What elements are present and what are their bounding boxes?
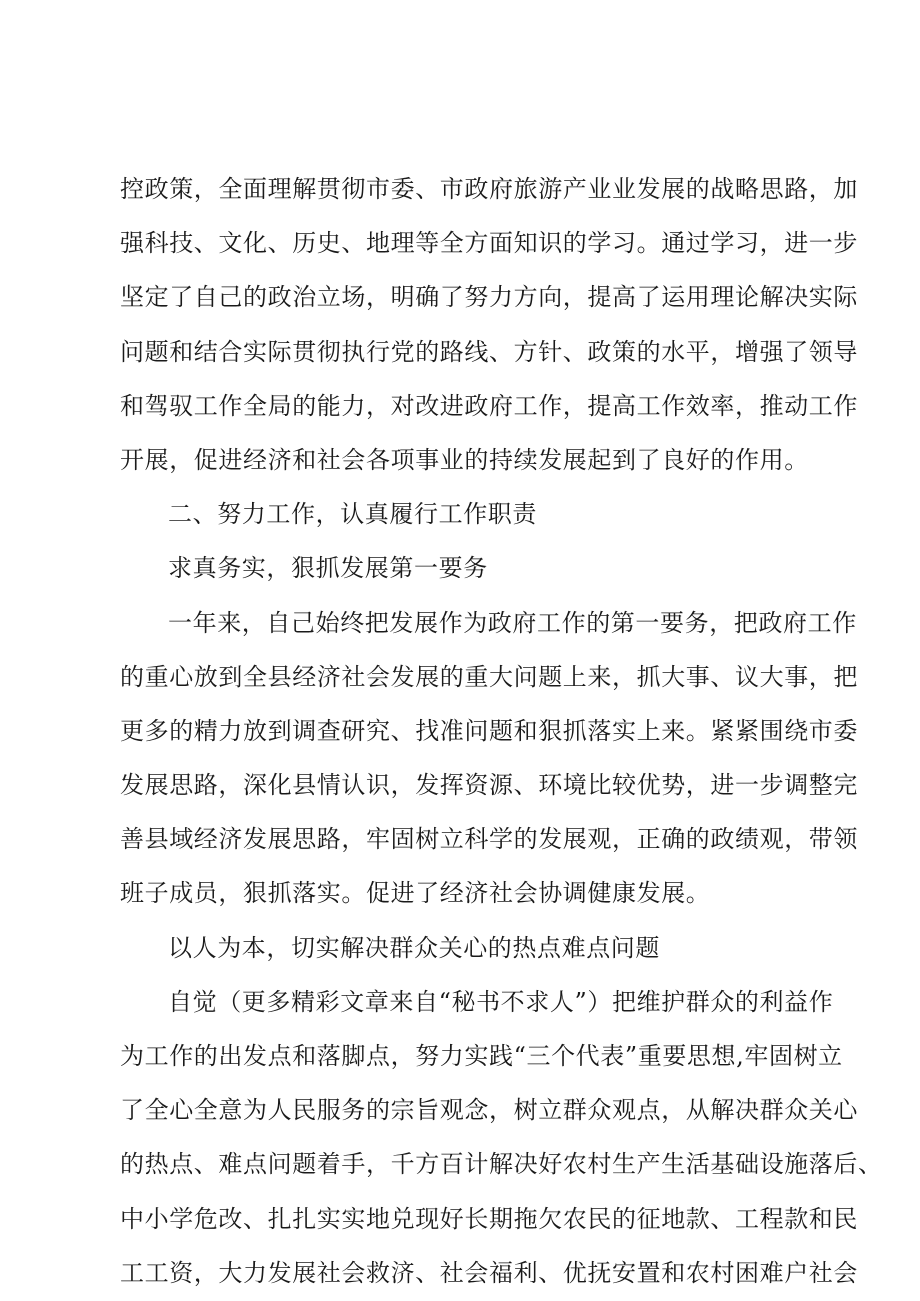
text-line: 为工作的出发点和落脚点，努力实践“三个代表”重要思想,牢固树立 [120, 1042, 843, 1070]
text-line: 一年来，自己始终把发展作为政府工作的第一要务，把政府工作 [168, 608, 857, 637]
text-line: 班子成员，狠抓落实。促进了经济社会协调健康发展。 [120, 879, 711, 908]
text-line: 开展，促进经济和社会各项事业的持续发展起到了良好的作用。 [120, 445, 809, 474]
text-line: 强科技、文化、历史、地理等全方面知识的学习。通过学习，进一步 [120, 229, 858, 258]
text-line: 工工资，大力发展社会救济、社会福利、优抚安置和农村困难户社会 [120, 1258, 858, 1287]
text-line: 坚定了自己的政治立场，明确了努力方向，提高了运用理论解决实际 [120, 283, 858, 312]
text-line: 中小学危改、扎扎实实地兑现好长期拖欠农民的征地款、工程款和民 [120, 1204, 858, 1233]
text-line: 的热点、难点问题着手，千方百计解决好农村生产生活基础设施落后、 [120, 1150, 883, 1179]
text-line: 和驾驭工作全局的能力，对改进政府工作，提高工作效率，推动工作 [120, 391, 858, 420]
text-line: 更多的精力放到调查研究、找准问题和狠抓落实上来。紧紧围绕市委 [120, 716, 858, 745]
document-body [120, 162, 883, 1300]
text-line: 控政策，全面理解贯彻市委、市政府旅游产业业发展的战略思路，加 [120, 175, 858, 203]
text-line: 以人为本，切实解决群众关心的热点难点问题 [168, 933, 660, 962]
text-line: 的重心放到全县经济社会发展的重大问题上来，抓大事、议大事，把 [120, 662, 858, 691]
text-line: 善县域经济发展思路，牢固树立科学的发展观，正确的政绩观，带领 [120, 825, 858, 854]
text-line: 自觉（更多精彩文章来自“秘书不求人”）把维护群众的利益作 [168, 987, 834, 1016]
text-line: 问题和结合实际贯彻执行党的路线、方针、政策的水平，增强了领导 [120, 337, 858, 366]
text-line: 发展思路，深化县情认识，发挥资源、环境比较优势，进一步调整完 [120, 771, 858, 800]
text-line: 了全心全意为人民服务的宗旨观念，树立群众观点，从解决群众关心 [120, 1096, 858, 1125]
text-line: 求真务实，狠抓发展第一要务 [168, 554, 488, 583]
text-line: 二、努力工作，认真履行工作职责 [168, 500, 537, 529]
